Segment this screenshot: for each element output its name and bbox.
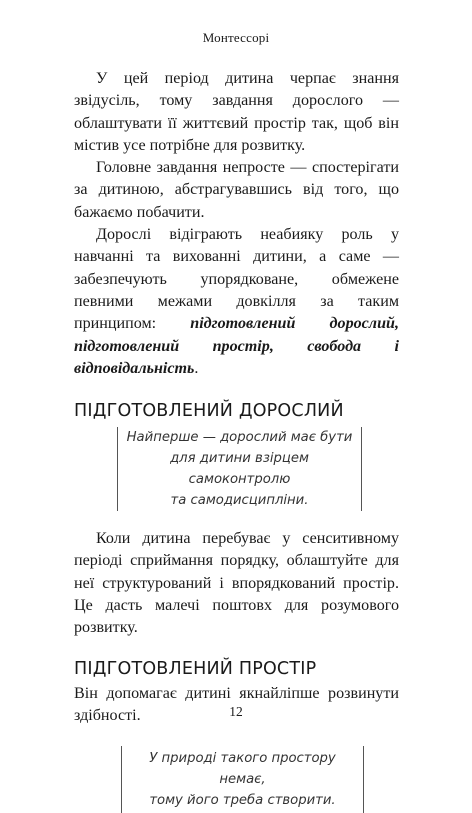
quote-rule-right xyxy=(363,746,364,813)
paragraph-3-end: . xyxy=(194,359,199,377)
page-body xyxy=(74,68,399,813)
quote-2-line-2: тому його треба створити. xyxy=(149,793,336,809)
quote-1-line-1: Найперше — дорослий має бути xyxy=(126,430,353,446)
paragraph-4: Коли дитина перебуває у сенситивному періоді сприймання порядку, облаштуйте для неї структурований і впорядкований простір. Це дасть малечі поштовх для розумового розвитку. xyxy=(74,530,399,637)
quote-rule-left xyxy=(117,427,118,511)
page-number: 12 xyxy=(229,704,243,719)
quote-rule-left xyxy=(121,746,122,813)
paragraph-5: Він допомагає дитині якнайліпше розвинути здібності. xyxy=(74,684,399,724)
quote-1-line-2: для дитини взірцем самоконтролю xyxy=(170,451,309,488)
quote-2-line-1: У природі такого простору немає, xyxy=(149,751,336,788)
pull-quote-1 xyxy=(117,427,362,511)
paragraph-3-lead: Дорослі відіграють неабияку роль у навчанні та вихованні дитини, а саме — забезпечують упорядковане, обмежене певними межами довкілля за таким принципом: xyxy=(74,226,399,333)
paragraph-2: Головне завдання непросте — спостерігати за дитиною, абстрагувавшись від того, що бажаємо побачити. xyxy=(74,159,399,221)
pull-quote-2 xyxy=(121,746,364,813)
quote-rule-right xyxy=(361,427,362,511)
section-heading-prepared-adult: ПІДГОТОВЛЕНИЙ ДОРОСЛИЙ xyxy=(74,401,344,422)
section-heading-prepared-space: ПІДГОТОВЛЕНИЙ ПРОСТІР xyxy=(74,658,317,679)
running-header: Монтессорі xyxy=(202,30,270,45)
paragraph-3 xyxy=(74,224,399,380)
paragraph-1: У цей період дитина черпає знання звідусіль, тому завдання дорослого — облаштувати її життєвий простір так, щоб він містив усе потрібне для розвитку. xyxy=(74,70,399,154)
quote-1-line-3: та самодисципліни. xyxy=(170,493,309,509)
paragraph-3-emphasis: підготовлений дорослий, підготовлений простір, свобода і відповідальність xyxy=(74,315,399,377)
